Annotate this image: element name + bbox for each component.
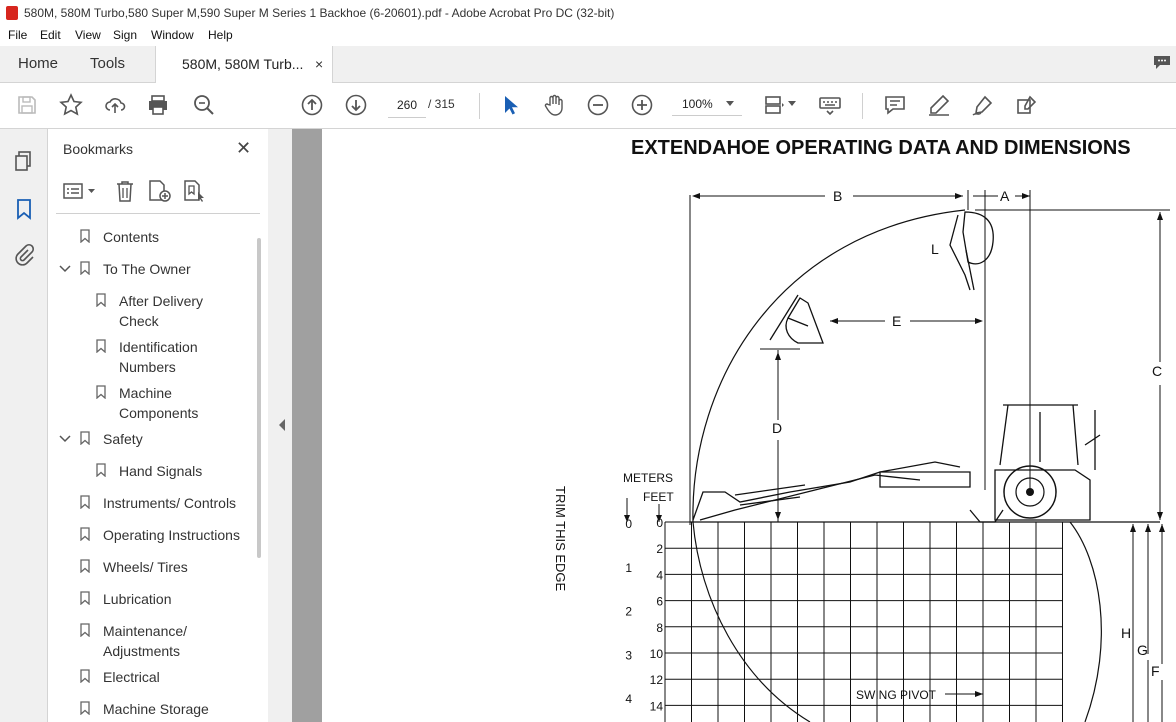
bookmark-contents[interactable]: Contents	[103, 229, 160, 245]
stamp-edit-icon[interactable]	[1015, 93, 1039, 117]
swing-pivot-label: SWING PIVOT	[856, 688, 937, 702]
bookmark-flag-icon	[80, 591, 90, 605]
dim-label-c: C	[1152, 363, 1163, 379]
bookmark-flag-icon	[80, 623, 90, 637]
menu-view[interactable]: View	[75, 28, 101, 42]
bookmark-options-icon[interactable]	[63, 181, 97, 201]
dim-label-g: G	[1137, 642, 1148, 658]
meters-tick-label: 2	[625, 604, 632, 619]
bookmark-after-delivery-check-line2[interactable]: Check	[119, 313, 159, 329]
page-total: / 315	[428, 97, 455, 111]
bookmark-flag-icon	[96, 339, 106, 353]
tab-close-button[interactable]: ×	[315, 56, 324, 72]
comment-icon[interactable]	[883, 93, 907, 117]
feet-tick-label: 6	[656, 594, 663, 609]
bookmark-after-delivery-check[interactable]: After Delivery	[119, 293, 204, 309]
window-title: 580M, 580M Turbo,580 Super M,590 Super M Series 1 Backhoe (6-20601).pdf - Adobe Acrobat Pro DC (32-bit)	[24, 6, 615, 20]
dim-label-a: A	[1000, 188, 1010, 204]
meters-tick-label: 1	[625, 560, 632, 575]
bookmarks-close-button[interactable]: ✕	[236, 138, 252, 158]
page-fit-chevron-down-icon[interactable]	[788, 101, 796, 107]
dim-label-d: D	[772, 420, 783, 436]
chevron-down-icon[interactable]	[59, 263, 71, 275]
backhoe-body	[690, 405, 1160, 522]
highlight-pen-icon[interactable]	[927, 93, 951, 117]
next-page-icon[interactable]	[344, 93, 368, 117]
bookmark-machine-components-line2[interactable]: Components	[119, 405, 199, 421]
feet-tick-label: 4	[656, 568, 663, 583]
page-fit-icon[interactable]	[762, 93, 786, 117]
meters-label: METERS	[623, 471, 674, 485]
bookmark-from-selection-icon[interactable]	[183, 180, 207, 202]
bookmark-flag-icon	[80, 669, 90, 683]
bookmark-operating-instructions[interactable]: Operating Instructions	[103, 527, 240, 543]
select-cursor-icon[interactable]	[498, 93, 522, 117]
zoom-value: 100%	[682, 97, 713, 111]
bookmark-machine-storage[interactable]: Machine Storage	[103, 701, 209, 717]
meters-tick-label: 0	[625, 517, 632, 531]
previous-page-icon[interactable]	[300, 93, 324, 117]
tab-home[interactable]: Home	[18, 55, 59, 72]
toolbar-divider	[479, 93, 480, 119]
bookmark-flag-icon	[80, 431, 90, 445]
feet-tick-label: 2	[656, 542, 663, 557]
scale-tick-labels	[625, 516, 663, 713]
bookmarks-panel-icon[interactable]	[12, 197, 36, 221]
bookmark-electrical[interactable]: Electrical	[103, 669, 160, 685]
keyboard-tools-icon[interactable]	[818, 93, 842, 117]
collapse-left-arrow-icon[interactable]	[278, 418, 286, 432]
meters-tick-label: 3	[625, 648, 632, 663]
attachments-paperclip-icon[interactable]	[12, 243, 36, 267]
bookmarks-title: Bookmarks	[63, 141, 134, 157]
trim-edge-label: TRIM THIS EDGE	[553, 486, 568, 592]
bookmark-flag-icon	[80, 261, 90, 275]
bookmark-maintenance-adjustments-line2[interactable]: Adjustments	[103, 643, 181, 659]
bookmark-flag-icon	[96, 463, 106, 477]
bookmarks-divider	[56, 213, 260, 214]
zoom-in-icon[interactable]	[630, 93, 654, 117]
bookmark-to-the-owner[interactable]: To The Owner	[103, 261, 191, 277]
bucket-top	[950, 212, 993, 290]
zoom-search-icon[interactable]	[192, 93, 216, 117]
reach-arc	[693, 210, 1101, 722]
acrobat-app-icon	[6, 6, 18, 20]
draw-sign-icon[interactable]	[971, 93, 995, 117]
bookmark-instruments-controls[interactable]: Instruments/ Controls	[103, 495, 237, 511]
delete-bookmark-trash-icon[interactable]	[115, 180, 135, 202]
dim-label-e: E	[892, 313, 902, 329]
feet-label: FEET	[643, 490, 674, 504]
bookmark-flag-icon	[80, 701, 90, 715]
menu-edit[interactable]: Edit	[40, 28, 61, 42]
zoom-out-icon[interactable]	[586, 93, 610, 117]
bookmark-identification-numbers[interactable]: Identification	[119, 339, 198, 355]
backhoe-dimension-drawing	[600, 170, 1176, 722]
bookmark-flag-icon	[80, 559, 90, 573]
bookmark-lubrication[interactable]: Lubrication	[103, 591, 172, 607]
bookmark-hand-signals[interactable]: Hand Signals	[119, 463, 203, 479]
print-icon[interactable]	[146, 93, 170, 117]
tab-document-label[interactable]: 580M, 580M Turb...	[182, 56, 304, 72]
comment-panel-icon[interactable]	[1152, 54, 1172, 70]
zoom-chevron-down-icon[interactable]	[726, 101, 734, 107]
bookmark-safety[interactable]: Safety	[103, 431, 143, 447]
page-number-input[interactable]	[388, 93, 426, 118]
bookmark-star-icon[interactable]	[59, 93, 83, 117]
share-upload-icon[interactable]	[103, 93, 127, 117]
dim-label-f: F	[1151, 663, 1160, 679]
page-thumbnails-icon[interactable]	[12, 149, 36, 173]
bookmark-flag-icon	[80, 495, 90, 509]
new-bookmark-icon[interactable]	[148, 180, 172, 202]
feet-tick-label: 12	[649, 673, 663, 688]
menu-help[interactable]: Help	[208, 28, 233, 42]
toolbar-divider	[862, 93, 863, 119]
meters-tick-label: 4	[625, 692, 632, 707]
dimension-arrows	[692, 193, 1165, 697]
bookmark-flag-icon	[96, 385, 106, 399]
tab-tools[interactable]: Tools	[90, 55, 126, 72]
bookmark-flag-icon	[96, 293, 106, 307]
feet-tick-label: 0	[656, 516, 663, 530]
feet-tick-label: 10	[649, 647, 663, 661]
feet-tick-label: 8	[656, 620, 663, 635]
document-heading: EXTENDAHOE OPERATING DATA AND DIMENSIONS	[631, 137, 1131, 159]
bookmark-machine-components[interactable]: Machine	[119, 385, 172, 401]
chevron-down-icon[interactable]	[59, 433, 71, 445]
bookmark-flag-icon	[80, 527, 90, 541]
menu-file[interactable]: File	[8, 28, 28, 42]
dim-label-l: L	[931, 241, 939, 257]
dim-label-h: H	[1121, 625, 1132, 641]
bookmark-flag-icon	[80, 229, 90, 243]
bookmark-maintenance-adjustments[interactable]: Maintenance/	[103, 623, 188, 639]
feet-tick-label: 14	[649, 699, 663, 714]
menu-sign[interactable]: Sign	[113, 28, 138, 42]
bookmark-identification-numbers-line2[interactable]: Numbers	[119, 359, 176, 375]
document-background	[292, 129, 322, 722]
save-icon[interactable]	[15, 93, 39, 117]
menu-window[interactable]: Window	[151, 28, 194, 42]
bookmark-wheels-tires[interactable]: Wheels/ Tires	[103, 559, 188, 575]
dim-label-b: B	[833, 188, 843, 204]
rear-wheel-axle	[1026, 488, 1034, 496]
bucket-middle	[770, 295, 823, 343]
bookmarks-scrollbar[interactable]	[257, 238, 261, 558]
hand-tool-icon[interactable]	[542, 93, 566, 117]
